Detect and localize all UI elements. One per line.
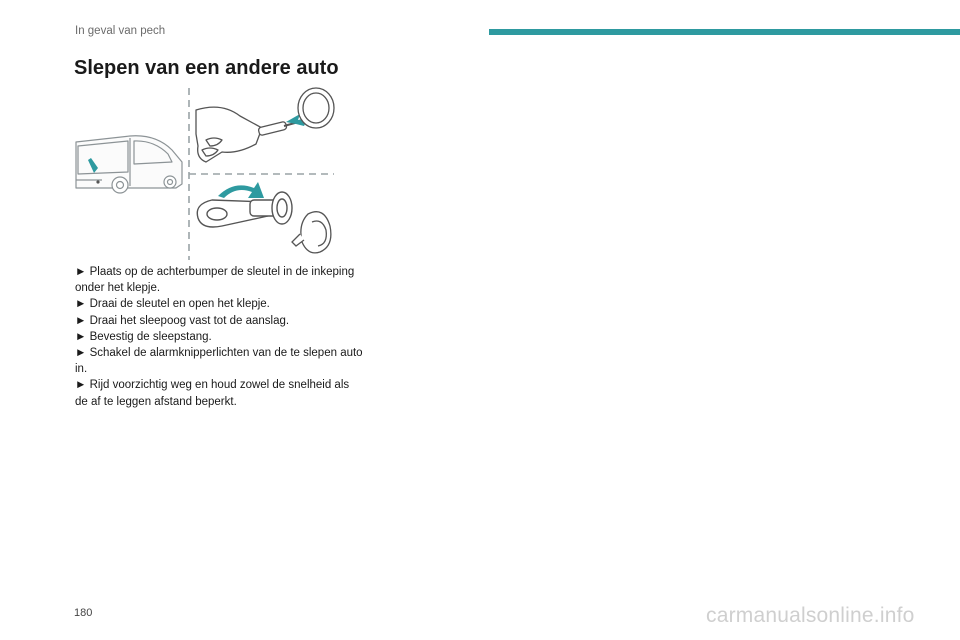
list-item (75, 313, 365, 329)
cover-cap-icon (298, 88, 334, 128)
instructions-list (75, 264, 365, 410)
step-text: Bevestig de sleepstang. (89, 330, 212, 343)
bullet-icon: ► (75, 379, 87, 392)
key-hand-icon (196, 107, 302, 162)
page-number: 180 (74, 607, 93, 619)
bullet-icon: ► (75, 266, 87, 278)
step-text: Plaats op de achterbumper de sleutel in de inkeping onder het klepje. (75, 266, 355, 295)
step-text: Rijd voorzichtig weg en houd zowel de snelheid als de af te leggen afstand beperkt. (75, 379, 350, 408)
tow-eye-icon (197, 192, 292, 227)
step-text: Draai de sleutel en open het klepje. (89, 298, 270, 311)
watermark: carmanualsonline.info (706, 604, 915, 627)
list-item (75, 377, 365, 409)
list-item (75, 329, 365, 345)
list-item (75, 296, 365, 312)
bullet-icon: ► (75, 298, 87, 311)
bullet-icon: ► (75, 347, 87, 360)
step-text: Schakel de alarmknipperlichten van de te slepen auto in. (75, 347, 363, 376)
bullet-icon: ► (75, 330, 87, 343)
cover-cap-removed-icon (292, 212, 331, 253)
rotate-arrow-icon (218, 182, 264, 198)
section-accent-bar (489, 29, 960, 35)
page-title: Slepen van een andere auto (74, 57, 339, 79)
list-item (75, 264, 365, 296)
section-label: In geval van pech (75, 25, 166, 37)
bullet-icon: ► (75, 314, 87, 327)
list-item (75, 345, 365, 377)
towing-illustration (72, 84, 342, 264)
step-text: Draai het sleepoog vast tot de aanslag. (89, 314, 290, 327)
